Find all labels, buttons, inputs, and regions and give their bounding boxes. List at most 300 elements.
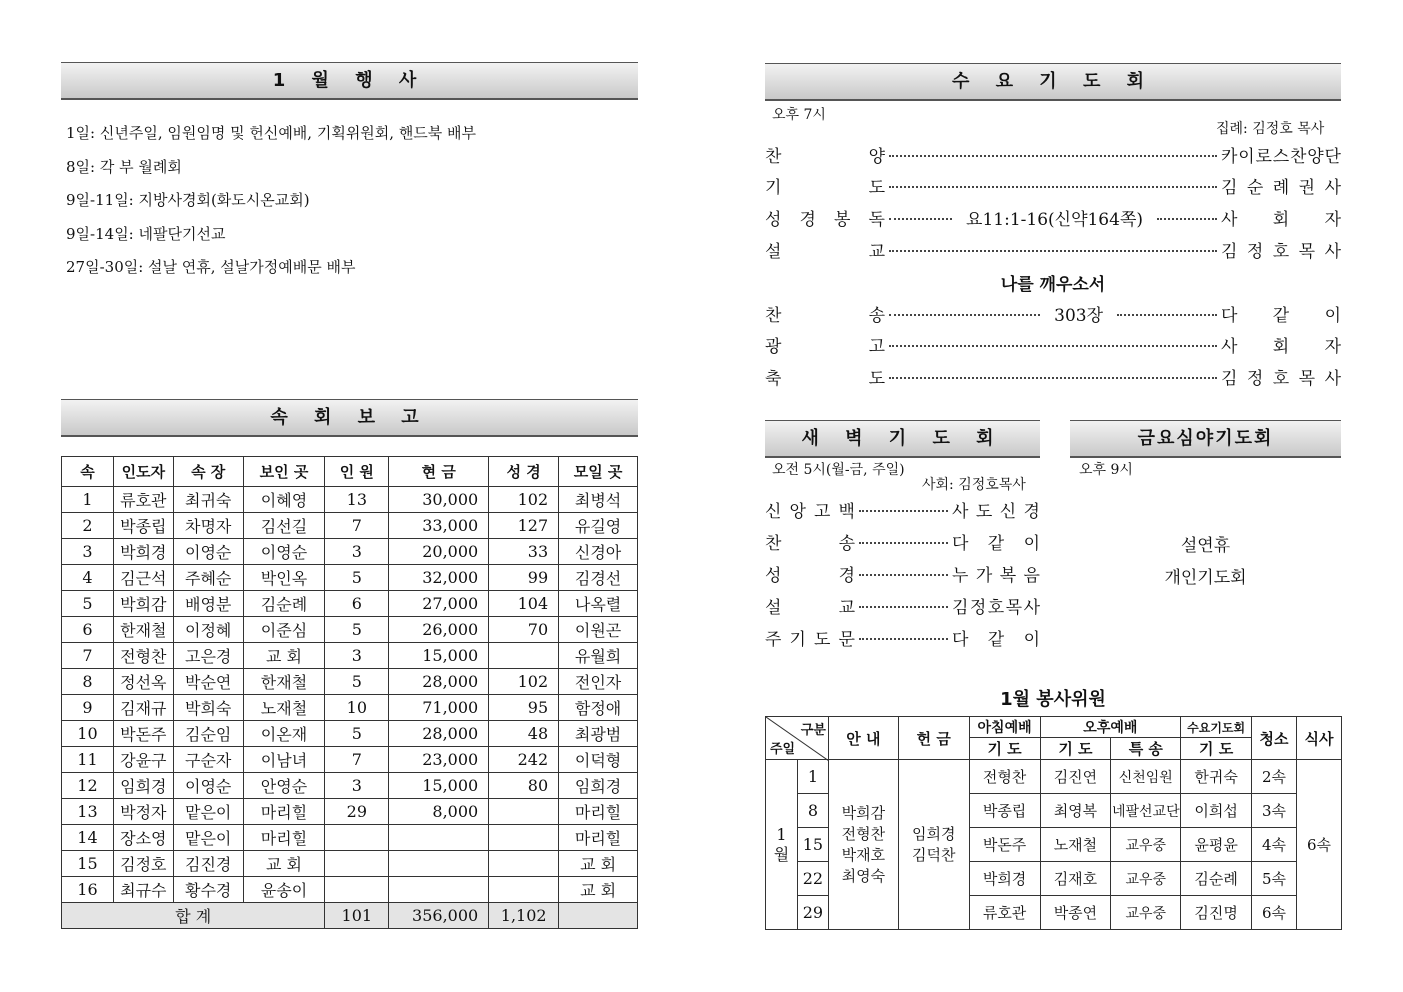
leader: 박희경 [113, 539, 173, 565]
event-item: 9일-11일: 지방사경회(화도시온교회) [66, 191, 310, 209]
week-cell: 1 [797, 760, 828, 794]
order-label-char: 송 [838, 533, 855, 554]
meeting-host: 안영순 [243, 773, 325, 799]
wed-prayer: 한귀숙 [1181, 760, 1252, 794]
meeting-place: 마리힐 [559, 799, 638, 825]
event-item: 1일: 신년주일, 임원임명 및 헌신예배, 기획위원회, 핸드북 배부 [66, 124, 477, 142]
order-value-char: 사 [1221, 209, 1238, 230]
offering: 15,000 [389, 643, 489, 669]
order-row [765, 332, 1341, 356]
order-row [765, 529, 1040, 553]
meeting-place: 이덕형 [559, 747, 638, 773]
leader: 김근석 [113, 565, 173, 591]
order-value-char: 사 [952, 501, 969, 522]
header-cell: 모일 곳 [559, 457, 638, 487]
order-label [765, 364, 885, 389]
gubun-label: 구분 [800, 723, 826, 738]
order-value-char: 로 [1255, 146, 1272, 167]
order-label [765, 593, 855, 618]
offering-name: 임희경 [911, 824, 956, 843]
order-label [765, 173, 885, 198]
order-value-char: 정 [1246, 241, 1264, 262]
order-label-char: 설 [765, 241, 782, 262]
leader-dots [859, 542, 948, 544]
guide-name: 박재호 [841, 845, 886, 864]
order-row [765, 301, 1341, 325]
offering [389, 851, 489, 877]
meeting-host: 마리힐 [243, 825, 325, 851]
order-value-char: 도 [975, 501, 993, 522]
offering-name: 김덕찬 [911, 845, 956, 864]
afternoon-prayer: 김재호 [1040, 862, 1111, 896]
morning-header: 아침예배 [969, 717, 1040, 738]
order-value-char: 경 [1023, 501, 1040, 522]
table-row [62, 799, 638, 825]
leader: 박희감 [113, 591, 173, 617]
order-value-char: 사 [1023, 597, 1040, 618]
leader-dots [889, 345, 1217, 347]
dawn-time: 오전 5시(월-금, 주일) [772, 462, 905, 478]
group-no: 7 [62, 643, 114, 669]
order-label-char: 교 [868, 241, 885, 262]
wed-prayer: 이희섭 [1181, 794, 1252, 828]
bible-reading: 80 [489, 773, 559, 799]
attendance: 3 [325, 539, 389, 565]
morning-prayer: 박희경 [969, 862, 1040, 896]
morning-prayer: 류호관 [969, 896, 1040, 930]
order-value-char: 권 [1298, 177, 1316, 198]
group-no: 6 [62, 617, 114, 643]
bible-reading: 70 [489, 617, 559, 643]
attendance: 29 [325, 799, 389, 825]
group-head: 이정혜 [173, 617, 243, 643]
order-label-char: 설 [765, 597, 782, 618]
order-label-char: 고 [868, 336, 885, 357]
order-label-char: 교 [838, 597, 855, 618]
total-people: 101 [325, 903, 389, 929]
offering-header: 헌 금 [898, 717, 969, 760]
group-head: 맡은이 [173, 799, 243, 825]
afternoon-header: 오후예배 [1040, 717, 1181, 738]
group-head: 맡은이 [173, 825, 243, 851]
order-value-char: 사 [1221, 336, 1238, 357]
table-row [62, 539, 638, 565]
order-value [1221, 364, 1341, 389]
table-row [62, 643, 638, 669]
order-label-char: 앙 [789, 501, 806, 522]
order-value-char: 호 [1272, 368, 1290, 389]
order-label-char: 문 [838, 629, 855, 650]
order-label-char: 도 [868, 368, 885, 389]
offering: 20,000 [389, 539, 489, 565]
meeting-place: 마리힐 [559, 825, 638, 851]
leader: 최규수 [113, 877, 173, 903]
cleaning-group: 3속 [1252, 794, 1297, 828]
meeting-place: 임희경 [559, 773, 638, 799]
order-label [765, 301, 885, 326]
offering: 23,000 [389, 747, 489, 773]
special-song: 네팔선교단 [1111, 794, 1181, 828]
order-label [765, 142, 885, 167]
group-head: 황수경 [173, 877, 243, 903]
wednesday-title: 수 요 기 도 회 [765, 63, 1341, 101]
meal-group: 6속 [1297, 760, 1342, 930]
order-value-char: 사 [1324, 177, 1341, 198]
offering: 15,000 [389, 773, 489, 799]
group-no: 1 [62, 487, 114, 513]
meeting-host: 교 회 [243, 643, 325, 669]
group-no: 5 [62, 591, 114, 617]
order-value-char: 목 [1005, 597, 1023, 618]
attendance: 7 [325, 747, 389, 773]
order-value-char: 카 [1221, 146, 1238, 167]
leader: 한재철 [113, 617, 173, 643]
order-value-char: 정 [969, 597, 987, 618]
total-bible: 1,102 [489, 903, 559, 929]
table-row [62, 695, 638, 721]
offering: 71,000 [389, 695, 489, 721]
order-row [765, 625, 1040, 649]
leader: 김정호 [113, 851, 173, 877]
morning-prayer: 박돈주 [969, 828, 1040, 862]
month-unit: 월 [773, 844, 790, 864]
meeting-place: 신경아 [559, 539, 638, 565]
week-cell: 8 [797, 794, 828, 828]
leader-dots [859, 574, 948, 576]
order-value-char: 순 [1246, 177, 1264, 198]
order-value-char: 김 [1221, 177, 1238, 198]
leader-dots [889, 314, 1040, 316]
report-title: 속 회 보 고 [61, 399, 638, 437]
offering: 28,000 [389, 721, 489, 747]
order-value [952, 497, 1040, 522]
order-value-char: 다 [952, 533, 969, 554]
meeting-place: 교 회 [559, 877, 638, 903]
order-label [765, 205, 885, 230]
bible-reading [489, 851, 559, 877]
bible-reading: 48 [489, 721, 559, 747]
order-value-char: 복 [999, 565, 1017, 586]
bible-reading: 95 [489, 695, 559, 721]
wednesday-leader: 집례: 김정호 목사 [1216, 121, 1325, 137]
prayer-header: 기 도 [969, 738, 1040, 760]
order-label-char: 도 [814, 629, 831, 650]
attendance: 5 [325, 721, 389, 747]
order-value [952, 625, 1040, 650]
group-no: 4 [62, 565, 114, 591]
order-detail: 요11:1-16(신약164쪽) [966, 209, 1143, 230]
order-value-char: 신 [999, 501, 1017, 522]
group-no: 9 [62, 695, 114, 721]
order-value [1221, 332, 1341, 357]
table-row [62, 565, 638, 591]
group-head: 차명자 [173, 513, 243, 539]
order-label-char: 양 [868, 146, 885, 167]
volunteers-body [766, 760, 1342, 930]
leader: 류호관 [113, 487, 173, 513]
table-row [62, 851, 638, 877]
order-value-char: 양 [1307, 146, 1324, 167]
friday-title: 금요심야기도회 [1070, 420, 1341, 458]
bible-reading: 102 [489, 669, 559, 695]
group-no: 16 [62, 877, 114, 903]
order-label-char: 송 [868, 305, 885, 326]
group-no: 14 [62, 825, 114, 851]
offering [389, 825, 489, 851]
wed-prayer: 윤평윤 [1181, 828, 1252, 862]
order-value-char: 이 [1023, 629, 1040, 650]
leader-dots [1117, 314, 1217, 316]
friday-note-1: 설연휴 [1180, 536, 1231, 556]
leader: 강윤구 [113, 747, 173, 773]
week-cell: 15 [797, 828, 828, 862]
bible-reading [489, 799, 559, 825]
report-total-row [62, 903, 638, 929]
order-value-char: 스 [1272, 146, 1290, 167]
offering-cell [898, 760, 969, 930]
group-no: 10 [62, 721, 114, 747]
attendance: 13 [325, 487, 389, 513]
group-head: 이영순 [173, 773, 243, 799]
table-row [62, 513, 638, 539]
order-value-char: 목 [1298, 368, 1316, 389]
table-row [62, 591, 638, 617]
morning-prayer: 전형찬 [969, 760, 1040, 794]
offering: 8,000 [389, 799, 489, 825]
week-cell: 29 [797, 896, 828, 930]
group-head: 김순임 [173, 721, 243, 747]
attendance: 5 [325, 669, 389, 695]
order-label [765, 332, 885, 357]
leader-dots [1157, 218, 1217, 220]
attendance [325, 877, 389, 903]
dawn-title: 새 벽 기 도 회 [765, 420, 1040, 458]
attendance: 3 [325, 773, 389, 799]
order-value-char: 찬 [1290, 146, 1307, 167]
order-value-char: 같 [987, 533, 1005, 554]
friday-note-2: 개인기도회 [1164, 568, 1247, 588]
table-row [62, 773, 638, 799]
table-row [62, 877, 638, 903]
order-value [1221, 142, 1341, 167]
attendance: 5 [325, 617, 389, 643]
order-value-char: 김 [1221, 368, 1238, 389]
event-item: 9일-14일: 네팔단기선교 [66, 225, 226, 243]
week-cell: 22 [797, 862, 828, 896]
group-no: 13 [62, 799, 114, 825]
leader-dots [889, 250, 1217, 252]
group-no: 3 [62, 539, 114, 565]
special-song: 신천임원 [1111, 760, 1181, 794]
leader-dots [889, 377, 1217, 379]
meeting-host: 이남녀 [243, 747, 325, 773]
meeting-place: 최병석 [559, 487, 638, 513]
attendance: 10 [325, 695, 389, 721]
bible-reading [489, 643, 559, 669]
wed-prayer: 김순례 [1181, 862, 1252, 896]
group-head: 김진경 [173, 851, 243, 877]
leader: 전형찬 [113, 643, 173, 669]
order-value-char: 가 [975, 565, 993, 586]
bible-reading: 104 [489, 591, 559, 617]
meeting-place: 유월희 [559, 643, 638, 669]
order-label-char: 축 [765, 368, 782, 389]
attendance [325, 825, 389, 851]
order-row [765, 173, 1341, 197]
guide-header: 안 내 [828, 717, 898, 760]
order-value [952, 561, 1040, 586]
order-row [765, 497, 1040, 521]
order-value-char: 이 [1324, 305, 1341, 326]
guide-name: 박희감 [841, 803, 886, 822]
order-row [765, 593, 1040, 617]
order-label-char: 신 [765, 501, 782, 522]
wed-prayer: 김진명 [1181, 896, 1252, 930]
meeting-host: 김선길 [243, 513, 325, 539]
meeting-place: 유길영 [559, 513, 638, 539]
meeting-host: 이혜영 [243, 487, 325, 513]
order-value-char: 같 [987, 629, 1005, 650]
report-table [61, 456, 638, 929]
afternoon-prayer: 김진연 [1040, 760, 1111, 794]
order-label [765, 529, 855, 554]
leader-dots [889, 218, 952, 220]
order-value-char: 단 [1324, 146, 1341, 167]
month-number: 1 [776, 824, 787, 844]
order-value-char: 호 [987, 597, 1005, 618]
group-no: 15 [62, 851, 114, 877]
order-label-char: 성 [765, 565, 782, 586]
order-label-char: 봉 [834, 209, 851, 230]
order-detail: 303장 [1054, 305, 1103, 326]
group-no: 11 [62, 747, 114, 773]
order-value-char: 누 [952, 565, 969, 586]
meeting-place: 김경선 [559, 565, 638, 591]
month-cell [766, 760, 798, 930]
special-song: 교우중 [1111, 828, 1181, 862]
attendance [325, 851, 389, 877]
order-value-char: 김 [1221, 241, 1238, 262]
group-head: 배영분 [173, 591, 243, 617]
order-value [1221, 301, 1341, 326]
meeting-place: 함정애 [559, 695, 638, 721]
group-no: 12 [62, 773, 114, 799]
order-label-char: 고 [814, 501, 831, 522]
group-head: 주혜순 [173, 565, 243, 591]
bible-reading [489, 825, 559, 851]
order-label [765, 561, 855, 586]
afternoon-prayer: 박종연 [1040, 896, 1111, 930]
gubun-cell [766, 717, 829, 760]
volunteers-title: 1월 봉사위원 [1000, 689, 1106, 710]
guide-cell [828, 760, 898, 930]
order-value-char: 다 [952, 629, 969, 650]
prayer-header: 기 도 [1040, 738, 1111, 760]
order-value-char: 례 [1272, 177, 1290, 198]
special-song: 교우중 [1111, 862, 1181, 896]
order-value-char: 사 [1324, 241, 1341, 262]
meeting-place: 최광범 [559, 721, 638, 747]
order-value-char: 같 [1272, 305, 1290, 326]
attendance: 3 [325, 643, 389, 669]
offering: 26,000 [389, 617, 489, 643]
order-value-char: 자 [1324, 209, 1341, 230]
cleaning-group: 2속 [1252, 760, 1297, 794]
event-item: 27일-30일: 설날 연휴, 설날가정예배문 배부 [66, 258, 356, 276]
order-value-char: 정 [1246, 368, 1264, 389]
report-header-row [62, 457, 638, 487]
order-value [1221, 173, 1341, 198]
meeting-host: 윤송이 [243, 877, 325, 903]
leader-dots [859, 510, 948, 512]
meeting-host: 한재철 [243, 669, 325, 695]
meeting-host: 이온재 [243, 721, 325, 747]
order-value-char: 호 [1272, 241, 1290, 262]
order-label-char: 찬 [765, 533, 782, 554]
leader-dots [889, 186, 1217, 188]
group-no: 8 [62, 669, 114, 695]
meeting-host: 노재철 [243, 695, 325, 721]
events-title: 1 월 행 사 [61, 62, 638, 100]
bible-reading: 99 [489, 565, 559, 591]
wed-header: 수요기도회 [1181, 717, 1252, 738]
special-song: 교우중 [1111, 896, 1181, 930]
meeting-place: 전인자 [559, 669, 638, 695]
table-row [62, 669, 638, 695]
bible-reading: 33 [489, 539, 559, 565]
cleaning-group: 4속 [1252, 828, 1297, 862]
order-value [952, 593, 1040, 618]
meeting-place: 교 회 [559, 851, 638, 877]
header-cell: 현 금 [389, 457, 489, 487]
offering: 27,000 [389, 591, 489, 617]
leader: 임희경 [113, 773, 173, 799]
table-row [62, 747, 638, 773]
guide-name: 최영숙 [841, 866, 886, 885]
bible-reading: 242 [489, 747, 559, 773]
leader: 박종립 [113, 513, 173, 539]
order-value-char: 이 [1023, 533, 1040, 554]
order-row [765, 142, 1341, 166]
leader: 박정자 [113, 799, 173, 825]
leader: 장소영 [113, 825, 173, 851]
leader: 박돈주 [113, 721, 173, 747]
clean-header: 청소 [1252, 717, 1297, 760]
afternoon-prayer: 노재철 [1040, 828, 1111, 862]
order-label-char: 기 [765, 177, 782, 198]
afternoon-prayer: 최영복 [1040, 794, 1111, 828]
total-label: 합 계 [62, 903, 325, 929]
order-value-char: 이 [1238, 146, 1255, 167]
offering: 28,000 [389, 669, 489, 695]
order-label-char: 도 [868, 177, 885, 198]
cleaning-group: 5속 [1252, 862, 1297, 896]
order-value [1221, 237, 1341, 262]
total-offering: 356,000 [389, 903, 489, 929]
group-head: 최귀숙 [173, 487, 243, 513]
order-label-char: 찬 [765, 305, 782, 326]
bible-reading [489, 877, 559, 903]
group-head: 구순자 [173, 747, 243, 773]
order-label-char: 성 [765, 209, 782, 230]
group-head: 이영순 [173, 539, 243, 565]
prayer-header: 기 도 [1181, 738, 1252, 760]
meeting-host: 이영순 [243, 539, 325, 565]
leader-dots [889, 155, 1217, 157]
leader-dots [859, 638, 948, 640]
offering: 30,000 [389, 487, 489, 513]
event-item: 8일: 각 부 월례회 [66, 158, 182, 176]
